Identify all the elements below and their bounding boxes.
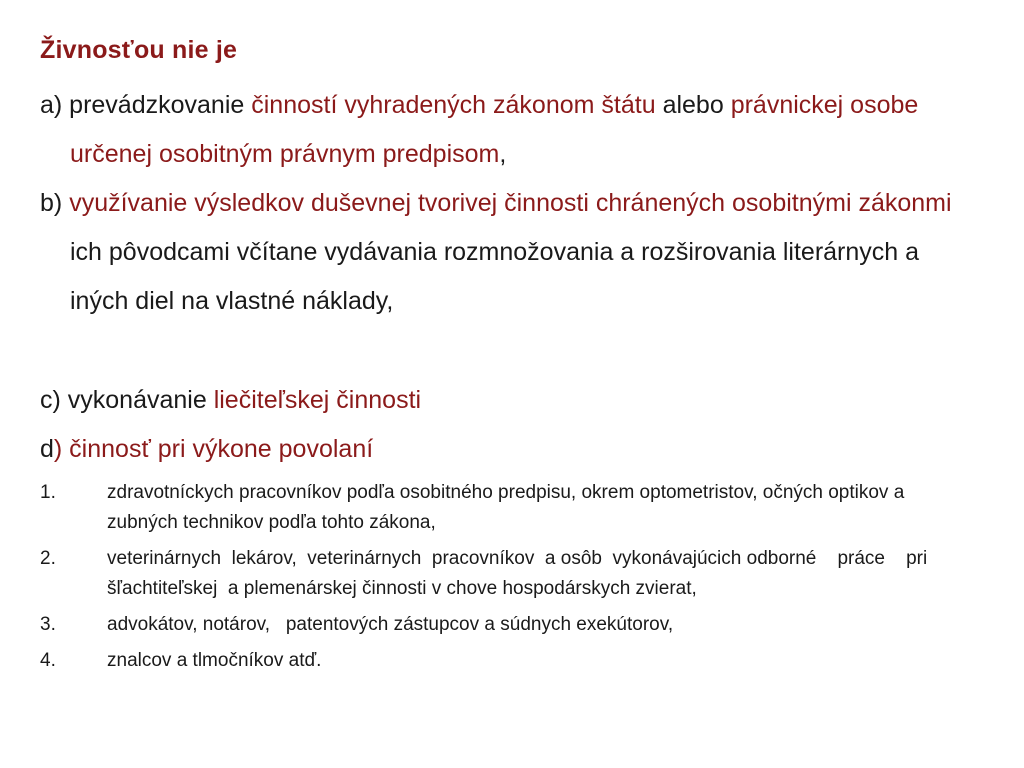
numbered-item — [40, 478, 980, 538]
numbered-item-number: 1. — [40, 482, 56, 503]
item-b-suffix: ich pôvodcami včítane vydávania rozmnožovania a rozširovania literárnych a iných diel na vlastné náklady, — [70, 238, 920, 315]
item-c-highlight: liečiteľskej činnosti — [213, 386, 422, 414]
item-a-suffix: , — [499, 140, 507, 168]
numbered-item — [40, 544, 980, 604]
item-a-highlight-2: právnickej osobe určenej osobitným právnym predpisom — [70, 91, 919, 168]
numbered-item-text: zdravotníckych pracovníkov podľa osobitného predpisu, okrem optometristov, očných optikov a zubných technikov podľa tohto zákona, — [107, 482, 905, 533]
list-item-c — [40, 376, 980, 425]
item-c-prefix: c) vykonávanie — [40, 386, 214, 414]
numbered-item-number: 2. — [40, 548, 56, 569]
numbered-item-text: znalcov a tlmočníkov atď. — [107, 650, 322, 671]
numbered-item-number: 4. — [40, 650, 56, 671]
numbered-item-text: advokátov, notárov, patentových zástupcov a súdnych exekútorov, — [107, 614, 674, 635]
item-a-highlight-1: činností vyhradených zákonom štátu — [251, 91, 656, 119]
list-item-b — [40, 179, 980, 326]
list-item-d — [40, 425, 980, 474]
item-b-highlight: využívanie výsledkov duševnej tvorivej činnosti chránených osobitnými zákonmi — [69, 189, 952, 217]
numbered-item — [40, 646, 980, 676]
item-a-mid: alebo — [655, 91, 731, 119]
item-d-prefix: d — [40, 435, 54, 463]
numbered-item — [40, 610, 980, 640]
list-item-a — [40, 81, 980, 179]
numbered-item-text: veterinárnych lekárov, veterinárnych pracovníkov a osôb vykonávajúcich odborné práce pri šľachtiteľskej a plemenárskej činnosti v chove hospodárskych zvierat, — [107, 548, 949, 599]
numbered-item-number: 3. — [40, 614, 56, 635]
item-d-highlight: ) činnosť pri výkone povolaní — [53, 435, 374, 463]
item-b-prefix: b) — [40, 189, 70, 217]
item-a-prefix: a) prevádzkovanie — [40, 91, 252, 119]
slide-heading: Živnosťou nie je — [40, 36, 238, 64]
numbered-list — [40, 478, 980, 682]
